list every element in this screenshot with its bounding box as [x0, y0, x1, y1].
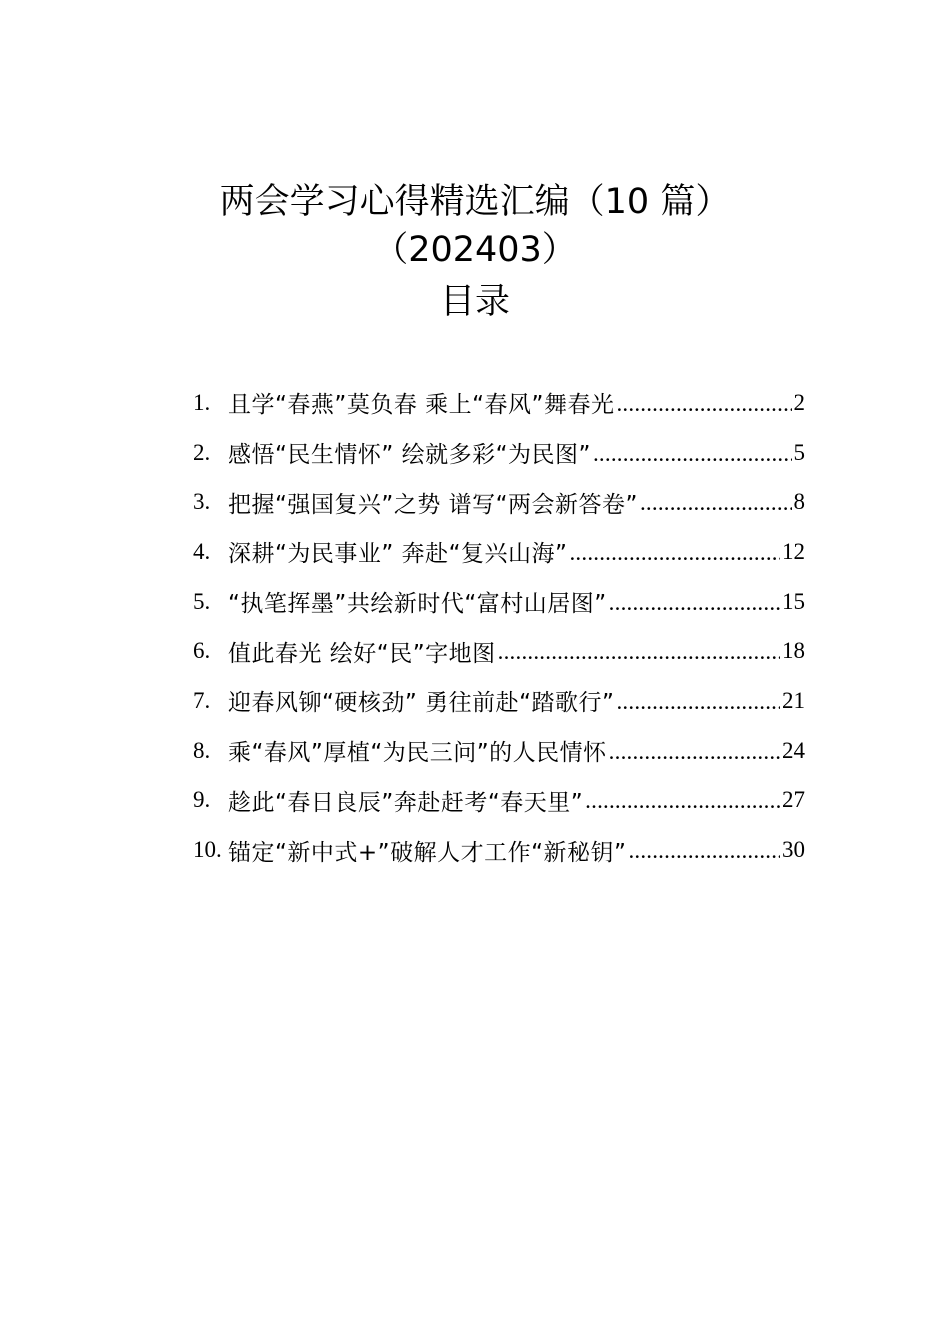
toc-entry-page: 15: [782, 588, 805, 614]
toc-entry-6[interactable]: [193, 626, 805, 676]
toc-entry-5[interactable]: [193, 577, 805, 627]
toc-entry-2[interactable]: [193, 428, 805, 478]
table-of-contents: [193, 378, 805, 875]
toc-entry-number: 9.: [193, 787, 211, 813]
toc-leader-dots: [585, 786, 780, 814]
toc-leader-dots: [498, 637, 780, 665]
toc-entry-title: 深耕“为民事业” 奔赴“复兴山海”: [228, 541, 568, 568]
toc-entry-page: 5: [793, 439, 805, 465]
toc-leader-dots: [569, 538, 780, 566]
toc-leader-dots: [628, 836, 780, 864]
toc-entry-title: 趁此“春日良辰”奔赴赶考“春天里”: [228, 789, 584, 816]
toc-entry-page: 2: [793, 389, 805, 415]
document-title: 两会学习心得精选汇编（10 篇）: [219, 182, 731, 222]
toc-entry-title: 迎春风铆“硬核劲” 勇往前赴“踏歌行”: [228, 690, 615, 717]
toc-entry-title: 感悟“民生情怀” 绘就多彩“为民图”: [228, 442, 591, 469]
toc-entry-number: 5.: [193, 588, 211, 614]
toc-entry-title: “执笔挥墨”共绘新时代“富村山居图”: [228, 591, 607, 618]
toc-entry-title: 把握“强国复兴”之势 谱写“两会新答卷”: [228, 491, 638, 518]
toc-entry-4[interactable]: [193, 527, 805, 577]
toc-entry-page: 24: [782, 737, 805, 763]
toc-entry-page: 21: [782, 687, 805, 713]
toc-leader-dots: [593, 439, 792, 467]
toc-entry-10[interactable]: [193, 825, 805, 875]
toc-entry-title: 乘“春风”厚植“为民三问”的人民情怀: [228, 740, 607, 767]
toc-entry-title: 值此春光 绘好“民”字地图: [228, 640, 496, 667]
toc-entry-title: 锚定“新中式+”破解人才工作“新秘钥”: [228, 839, 627, 866]
toc-entry-number: 8.: [193, 737, 211, 763]
toc-entry-page: 8: [793, 489, 805, 515]
toc-leader-dots: [616, 687, 780, 715]
toc-leader-dots: [609, 737, 780, 765]
toc-leader-dots: [640, 488, 792, 516]
document-subtitle-date: （202403）: [373, 230, 577, 270]
toc-entry-title: 且学“春燕”莫负春 乘上“春风”舞春光: [228, 392, 615, 419]
toc-entry-number: 4.: [193, 538, 211, 564]
toc-entry-page: 18: [782, 638, 805, 664]
toc-entry-8[interactable]: [193, 726, 805, 776]
toc-entry-number: 1.: [193, 389, 211, 415]
toc-heading: 目录: [439, 282, 510, 322]
toc-entry-3[interactable]: [193, 477, 805, 527]
toc-leader-dots: [609, 588, 780, 616]
toc-entry-number: 6.: [193, 638, 211, 664]
toc-entry-page: 27: [782, 787, 805, 813]
toc-entry-9[interactable]: [193, 776, 805, 826]
toc-entry-page: 12: [782, 538, 805, 564]
toc-entry-page: 30: [782, 837, 805, 863]
toc-entry-1[interactable]: [193, 378, 805, 428]
toc-entry-number: 10.: [193, 837, 222, 863]
toc-entry-number: 3.: [193, 489, 211, 515]
toc-leader-dots: [616, 389, 791, 417]
toc-entry-number: 7.: [193, 687, 211, 713]
toc-entry-7[interactable]: [193, 676, 805, 726]
toc-entry-number: 2.: [193, 439, 211, 465]
